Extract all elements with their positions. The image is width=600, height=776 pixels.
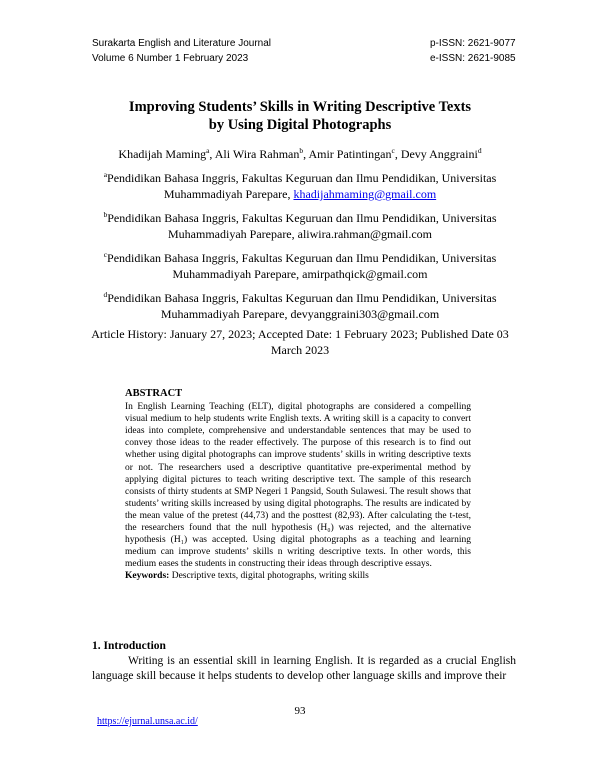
abstract-heading: ABSTRACT bbox=[125, 388, 183, 399]
e-issn: e-ISSN: 2621-9085 bbox=[430, 53, 516, 64]
journal-name: Surakarta English and Literature Journal bbox=[92, 38, 271, 49]
author-name: Khadijah Maming bbox=[118, 147, 207, 161]
author-email: amirpathqick@gmail.com bbox=[302, 267, 428, 281]
affiliation-line: Muhammadiyah Parepare, bbox=[160, 307, 288, 321]
abstract-text: In English Learning Teaching (ELT), digital photographs are considered a compelling visual medium to help students write English texts. A writing skill is a capacity to convert ideas into complete, comprehensive and understandable sentences that may be used to convey those ideas to the reader effectively. The purpose of this research is to find out whether using digital photographs can improve students’ skills in writing descriptive texts or not. The researchers used a descriptive quantitative pre-experimental method by applying digital pictures to teach writing descriptive text. The sample of this research consists of thirty students at SMP Negeri 1 Pangsid, South Sulawesi. The result shows that students’ writing skills increased by using digital photographs. The results are indicated by the mean value of the pretest (44,73) and the posttest (82,93). After calculating the t-test, the researchers found that the null hypothesis (H₀) was rejected, and the alternative hypothesis (H₁) was accepted. Using digital photographs as a teaching and learning medium can improve students’ skills n writing descriptive texts. In other words, this medium eases the students in constructing their ideas through descriptive essays. bbox=[125, 402, 471, 570]
affiliation-line: Pendidikan Bahasa Inggris, Fakultas Keguruan dan Ilmu Pendidikan, Universitas bbox=[107, 171, 497, 185]
author-sup: a bbox=[206, 146, 210, 155]
affiliation-line: Muhammadiyah Parepare, bbox=[172, 267, 300, 281]
affiliation-line: Pendidikan Bahasa Inggris, Fakultas Keguruan dan Ilmu Pendidikan, Universitas bbox=[107, 291, 497, 305]
author-sup: d bbox=[477, 146, 482, 155]
article-history bbox=[60, 326, 540, 358]
title-line-1: Improving Students’ Skills in Writing Descriptive Texts bbox=[128, 99, 472, 115]
affiliation-sup: d bbox=[103, 290, 108, 299]
running-header-right bbox=[430, 36, 516, 66]
author-name: Devy Anggraini bbox=[400, 147, 478, 161]
keywords-line bbox=[125, 570, 471, 582]
author-email-link[interactable]: khadijahmaming@gmail.com bbox=[293, 187, 437, 201]
page-number: 93 bbox=[294, 705, 306, 717]
affiliation-sup: b bbox=[103, 210, 108, 219]
running-header-left bbox=[92, 36, 271, 66]
introduction-heading: 1. Introduction bbox=[92, 640, 166, 652]
history-line-2: March 2023 bbox=[270, 343, 330, 357]
introduction-paragraph: Writing is an essential skill in learning English. It is regarded as a crucial English language skill because it helps students to develop other language skills and improve their bbox=[92, 655, 516, 682]
abstract-section bbox=[125, 388, 471, 583]
history-line-1: Article History: January 27, 2023; Accepted Date: 1 February 2023; Published Date 03 bbox=[91, 327, 509, 341]
affiliation-line: Muhammadiyah Parepare, bbox=[168, 227, 295, 241]
author-email: devyanggraini303@gmail.com bbox=[290, 307, 440, 321]
author-name: Ali Wira Rahman bbox=[214, 147, 300, 161]
affiliation-line: Pendidikan Bahasa Inggris, Fakultas Keguruan dan Ilmu Pendidikan, Universitas bbox=[107, 211, 497, 225]
affiliation-b bbox=[70, 210, 530, 242]
affiliation-c bbox=[70, 250, 530, 282]
author-sup: b bbox=[299, 146, 304, 155]
affiliation-sup: a bbox=[103, 170, 108, 179]
author-name: Amir Patintingan bbox=[308, 147, 392, 161]
journal-url-link[interactable]: https://ejurnal.unsa.ac.id/ bbox=[97, 716, 198, 727]
paper-title bbox=[0, 98, 600, 134]
affiliation-sup: c bbox=[103, 250, 108, 259]
affiliation-d bbox=[70, 290, 530, 322]
keywords-label: Keywords: bbox=[125, 571, 170, 582]
affiliation-a bbox=[70, 170, 530, 202]
author-sup: c bbox=[391, 146, 395, 155]
author-email: aliwira.rahman@gmail.com bbox=[297, 227, 432, 241]
journal-volume: Volume 6 Number 1 February 2023 bbox=[92, 53, 249, 64]
keywords-text: Descriptive texts, digital photographs, writing skills bbox=[171, 571, 369, 582]
affiliation-line: Muhammadiyah Parepare, bbox=[163, 187, 291, 201]
title-line-2: by Using Digital Photographs bbox=[208, 117, 392, 133]
p-issn: p-ISSN: 2621-9077 bbox=[430, 38, 516, 49]
affiliation-line: Pendidikan Bahasa Inggris, Fakultas Keguruan dan Ilmu Pendidikan, Universitas bbox=[107, 251, 497, 265]
author-list: Khadijah Maming$^a$, Ali Wira Rahman$^b$, Amir Patintingan$^c$, Devy Anggraini$^d$ bbox=[118, 146, 482, 161]
